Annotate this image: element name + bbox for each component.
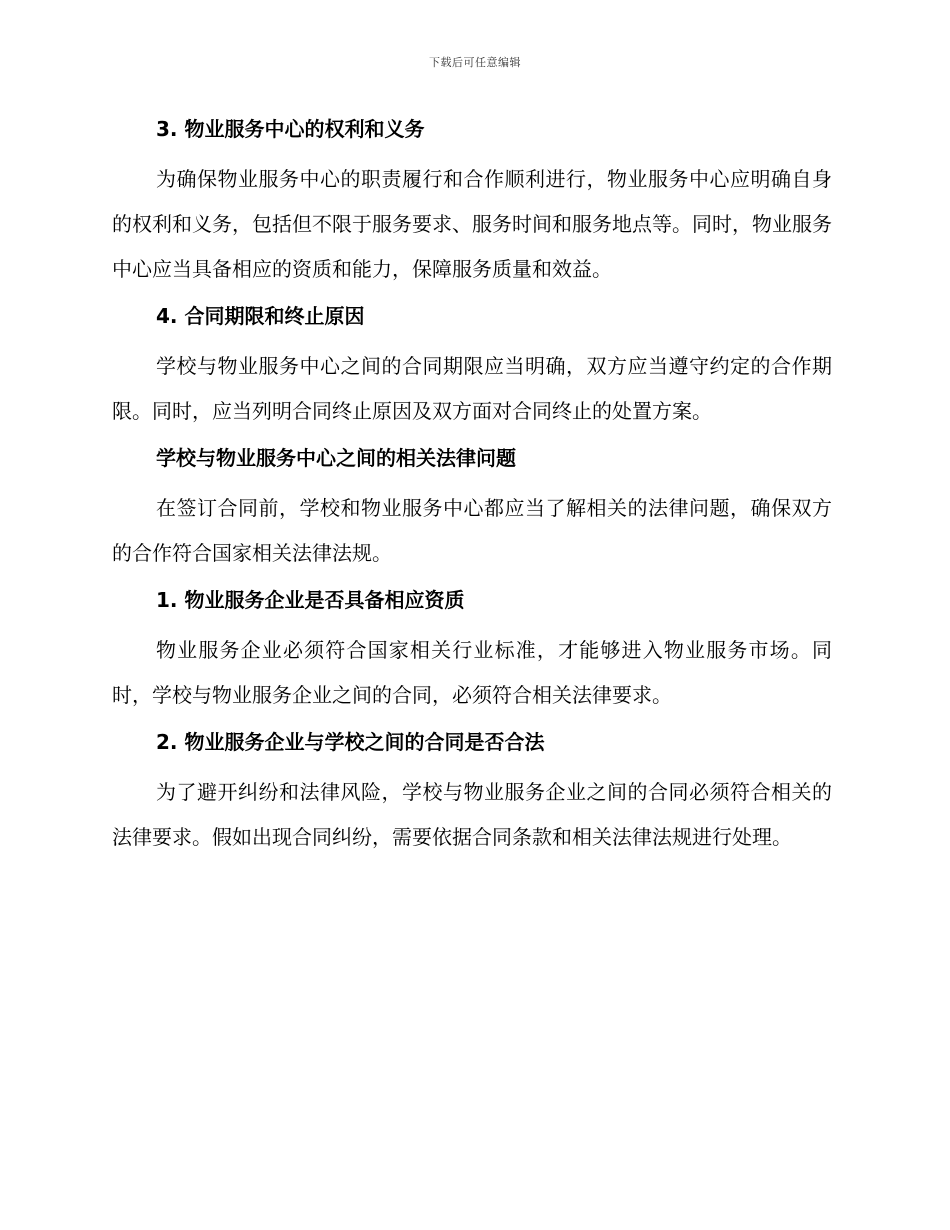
section-heading: 2. 物业服务企业与学校之间的合同是否合法 (156, 730, 545, 754)
section-heading: 1. 物业服务企业是否具备相应资质 (156, 588, 465, 612)
section-heading: 学校与物业服务中心之间的相关法律问题 (156, 446, 516, 470)
section-paragraph: 物业服务企业必须符合国家相关行业标准，才能够进入物业服务市场。同时，学校与物业服务企业之间的合同，必须符合相关法律要求。 (112, 638, 832, 707)
section-paragraph: 为确保物业服务中心的职责履行和合作顺利进行，物业服务中心应明确自身的权利和义务，包括但不限于服务要求、服务时间和服务地点等。同时，物业服务中心应当具备相应的资质和能力，保障服务质量和效益。 (112, 167, 832, 281)
document-body (112, 111, 832, 866)
section-paragraph: 在签订合同前，学校和物业服务中心都应当了解相关的法律问题，确保双方的合作符合国家相关法律法规。 (112, 496, 832, 565)
section-heading: 4. 合同期限和终止原因 (156, 304, 365, 328)
section-heading: 3. 物业服务中心的权利和义务 (156, 117, 425, 141)
section-paragraph: 为了避开纠纷和法律风险，学校与物业服务企业之间的合同必须符合相关的法律要求。假如出现合同纠纷，需要依据合同条款和相关法律法规进行处理。 (112, 780, 832, 849)
section-paragraph: 学校与物业服务中心之间的合同期限应当明确，双方应当遵守约定的合作期限。同时，应当列明合同终止原因及双方面对合同终止的处置方案。 (112, 354, 832, 423)
header-note: 下载后可任意编辑 (429, 56, 521, 69)
